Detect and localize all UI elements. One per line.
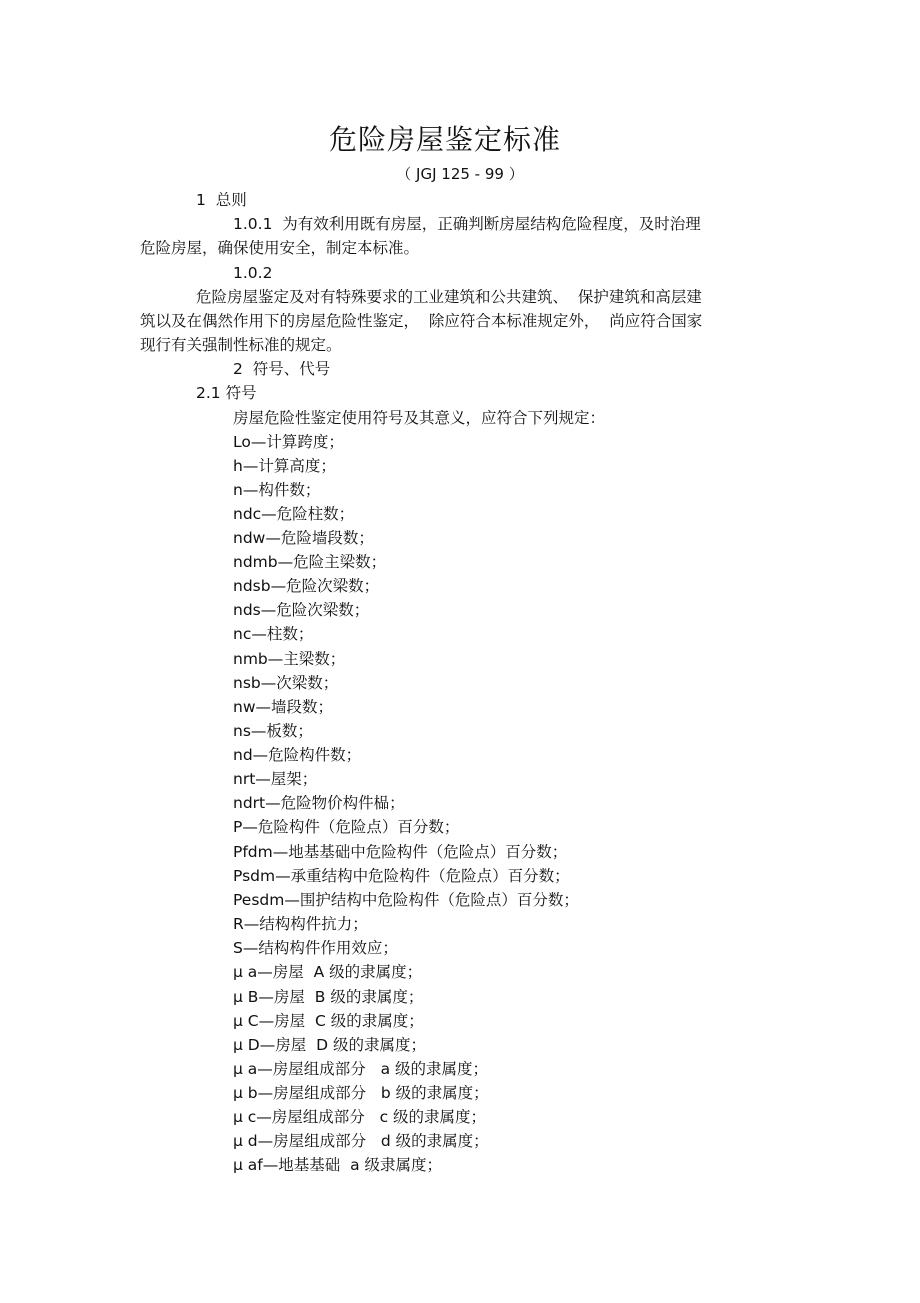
symbol-item: ndc—危险柱数； (233, 505, 355, 523)
symbol-item: μ af—地基基础 a 级隶属度； (233, 1156, 443, 1174)
section-1-heading: 1 总则 (196, 191, 247, 209)
symbol-item: μ C—房屋 C 级的隶属度； (233, 1012, 424, 1030)
symbol-item: μ a—房屋 A 级的隶属度； (233, 963, 423, 981)
section-2-heading: 2 符号、代号 (233, 360, 331, 378)
clause-1-0-1-line-2: 危险房屋，确保使用安全，制定本标准。 (140, 239, 420, 257)
symbol-item: nds—危险次梁数； (233, 601, 370, 619)
symbol-item: nw—墙段数； (233, 698, 334, 716)
symbol-item: nrt—屋架； (233, 770, 318, 788)
clause-1-0-2-line-1: 危险房屋鉴定及对有特殊要求的工业建筑和公共建筑、 保护建筑和高层建 (196, 288, 702, 306)
section-2-1-heading: 2.1 符号 (196, 384, 257, 402)
clause-1-0-2-line-2: 筑以及在偶然作用下的房屋危险性鉴定， 除应符合本标准规定外， 尚应符合国家 (140, 312, 703, 330)
symbol-item: ndmb—危险主梁数； (233, 553, 387, 571)
symbol-item: n—构件数； (233, 481, 321, 499)
clause-1-0-1-line-1: 1.0.1 为有效利用既有房屋，正确判断房屋结构危险程度，及时治理 (233, 215, 701, 233)
symbol-item: ndw—危险墙段数； (233, 529, 374, 547)
symbol-item: μ c—房屋组成部分 c 级的隶属度； (233, 1108, 487, 1126)
clause-1-0-2-number: 1.0.2 (233, 264, 273, 282)
symbol-item: Psdm—承重结构中危险构件（危险点）百分数； (233, 867, 570, 885)
symbol-item: Pesdm—围护结构中危险构件（危险点）百分数； (233, 891, 579, 909)
clause-1-0-2-line-3: 现行有关强制性标准的规定。 (140, 336, 342, 354)
symbol-item: nsb—次梁数； (233, 674, 339, 692)
symbol-item: ndsb—危险次梁数； (233, 577, 380, 595)
symbol-item: μ a—房屋组成部分 a 级的隶属度； (233, 1060, 488, 1078)
symbol-item: P—危险构件（危险点）百分数； (233, 818, 460, 836)
document-title: 危险房屋鉴定标准 (328, 123, 561, 156)
symbol-item: R—结构构件抗力； (233, 915, 368, 933)
standard-code: （ JGJ 125 - 99 ） (396, 165, 524, 183)
symbol-item: ns—板数； (233, 722, 313, 740)
symbol-item: μ B—房屋 B 级的隶属度； (233, 988, 424, 1006)
symbol-item: nd—危险构件数； (233, 746, 362, 764)
symbol-item: S—结构构件作用效应； (233, 939, 398, 957)
symbol-item: Pfdm—地基基础中危险构件（危险点）百分数； (233, 843, 568, 861)
symbol-item: Lo—计算跨度； (233, 433, 344, 451)
symbol-item: μ b—房屋组成部分 b 级的隶属度； (233, 1084, 489, 1102)
symbols-intro: 房屋危险性鉴定使用符号及其意义，应符合下列规定： (233, 409, 606, 427)
symbol-item: h—计算高度； (233, 457, 336, 475)
symbol-item: nmb—主梁数； (233, 650, 346, 668)
symbol-item: μ d—房屋组成部分 d 级的隶属度； (233, 1132, 489, 1150)
symbol-item: μ D—房屋 D 级的隶属度； (233, 1036, 426, 1054)
symbol-item: nc—柱数； (233, 625, 314, 643)
symbol-item: ndrt—危险物价构件榀； (233, 794, 405, 812)
